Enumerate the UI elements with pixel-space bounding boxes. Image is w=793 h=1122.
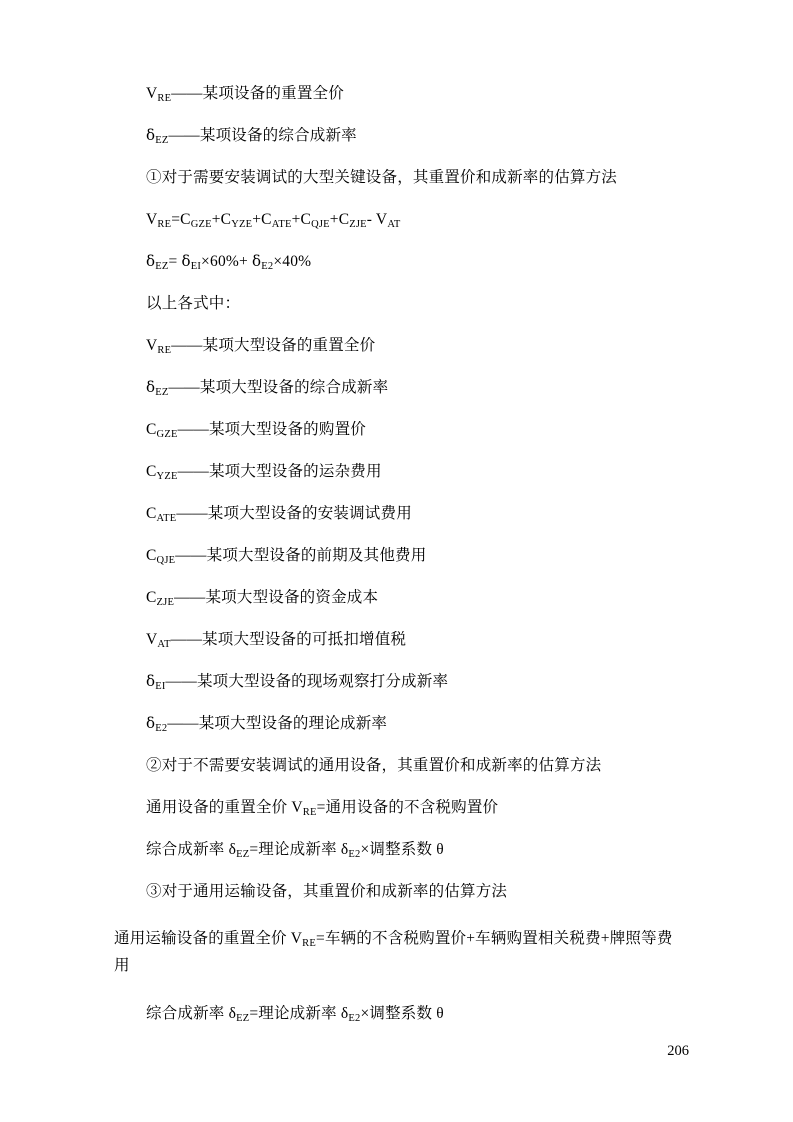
definition-line-delta-e2: [146, 716, 683, 732]
definition-text: ——某项大型设备的资金成本: [174, 589, 379, 606]
definition-text: ——某项大型设备的理论成新率: [167, 715, 388, 732]
subscript-ate: ATE: [156, 513, 177, 524]
symbol-c: C: [146, 589, 157, 606]
statement-prefix: 通用运输设备的重置全价 V: [114, 930, 303, 947]
formula-op-end: ×40%: [273, 253, 312, 270]
subscript-qje: QJE: [156, 555, 176, 566]
subscript-ate: ATE: [271, 219, 292, 230]
statement-transport-equipment-price: [114, 926, 683, 979]
formula-op-plus-c: +C: [329, 211, 350, 228]
subscript-ez: EZ: [155, 135, 169, 146]
definition-text: ——某项大型设备的重置全价: [171, 337, 376, 354]
subscript-ez: EZ: [236, 1012, 250, 1024]
symbol-c: C: [146, 505, 157, 522]
definition-line-cate: [146, 506, 683, 522]
statement-suffix: ×调整系数 θ: [360, 841, 444, 858]
definition-text: ——某项设备的综合成新率: [168, 127, 357, 144]
definition-text: ——某项设备的重置全价: [171, 85, 344, 102]
definition-text: ——某项大型设备的前期及其他费用: [175, 547, 427, 564]
subscript-re: RE: [157, 345, 172, 356]
statement-general-equipment-price: [146, 800, 683, 816]
paragraph-item-3: ③对于通用运输设备，其重置价和成新率的估算方法: [146, 883, 508, 900]
paragraph-item-1: ①对于需要安装调试的大型关键设备，其重置价和成新率的估算方法: [146, 169, 618, 186]
symbol-c: C: [146, 463, 157, 480]
definition-text: ——某项大型设备的现场观察打分成新率: [165, 673, 449, 690]
subscript-zje: ZJE: [156, 597, 175, 608]
subscript-e2: E2: [155, 723, 168, 734]
symbol-delta: δ: [146, 714, 156, 732]
subscript-ez: EZ: [155, 261, 169, 272]
statement-middle: =理论成新率 δ: [249, 841, 349, 858]
subscript-ei: EI: [190, 261, 202, 272]
formula-symbol-delta: δ: [181, 252, 191, 270]
subscript-re: RE: [157, 93, 172, 104]
symbol-c: C: [146, 547, 157, 564]
formula-op-mid: ×60%+: [201, 253, 253, 270]
subscript-e2: E2: [348, 849, 361, 860]
statement-suffix: =通用设备的不含税购置价: [316, 799, 499, 816]
formula-comprehensive-newness-rate: [146, 254, 683, 270]
paragraph-item-2: ②对于不需要安装调试的通用设备，其重置价和成新率的估算方法: [146, 757, 602, 774]
definition-line-delta-ei: [146, 674, 683, 690]
symbol-delta: δ: [146, 672, 156, 690]
subscript-e2: E2: [348, 1012, 361, 1024]
statement-prefix: 通用设备的重置全价 V: [146, 799, 303, 816]
subscript-qje: QJE: [311, 219, 330, 230]
statement-suffix: ×调整系数 θ: [360, 1004, 444, 1022]
formula-op-plus-c: +C: [291, 211, 312, 228]
subscript-at: AT: [157, 639, 171, 650]
definition-line-vre: [146, 86, 683, 102]
subscript-re: RE: [157, 219, 172, 230]
symbol-delta: δ: [146, 378, 156, 396]
subscript-gze: GZE: [190, 219, 212, 230]
formula-op-plus-c: +C: [252, 211, 272, 228]
definition-line-vat: [146, 632, 683, 648]
statement-middle: =理论成新率 δ: [249, 1004, 349, 1022]
definition-text: ——某项大型设备的安装调试费用: [176, 505, 412, 522]
definition-line-vre-large: [146, 338, 683, 354]
formula-replacement-price: [146, 212, 683, 228]
subscript-re: RE: [302, 807, 317, 818]
formula-op-eq: =: [168, 253, 182, 270]
formula-symbol-delta: δ: [146, 252, 156, 270]
definition-line-delta-ez-large: [146, 380, 683, 396]
definition-text: ——某项大型设备的运杂费用: [177, 463, 382, 480]
symbol-c: C: [146, 421, 157, 438]
definition-text: ——某项大型设备的购置价: [177, 421, 366, 438]
definition-text: ——某项大型设备的可抵扣增值税: [170, 631, 407, 648]
page-number: 206: [667, 1043, 689, 1059]
subscript-re: RE: [302, 938, 316, 949]
definition-line-czje: [146, 590, 683, 606]
definition-line-cqje: [146, 548, 683, 564]
subscript-yze: YZE: [231, 219, 253, 230]
symbol-delta: δ: [146, 126, 156, 144]
subscript-ei: EI: [155, 681, 166, 692]
subscript-at: AT: [387, 219, 401, 230]
definition-line-delta-ez: [146, 128, 683, 144]
statement-transport-newness-rate: [146, 1006, 683, 1022]
paragraph-where: 以上各式中：: [146, 295, 241, 312]
statement-prefix: 综合成新率 δ: [146, 1004, 237, 1022]
subscript-ez: EZ: [155, 387, 169, 398]
formula-op-minus-v: - V: [366, 211, 388, 228]
formula-symbol-delta: δ: [252, 252, 262, 270]
subscript-gze: GZE: [156, 429, 178, 440]
subscript-zje: ZJE: [349, 219, 367, 230]
symbol-v: V: [146, 337, 158, 354]
subscript-yze: YZE: [156, 471, 178, 482]
definition-line-cyze: [146, 464, 683, 480]
subscript-ez: EZ: [236, 849, 250, 860]
definition-text: ——某项大型设备的综合成新率: [168, 379, 389, 396]
formula-op-plus-c: +C: [211, 211, 232, 228]
statement-suffix: =车辆的不含税购置价+车辆购置相关税费+牌照等费用: [114, 930, 673, 974]
subscript-e2: E2: [261, 261, 274, 272]
statement-prefix: 综合成新率 δ: [146, 841, 237, 858]
statement-general-newness-rate: [146, 842, 683, 858]
formula-symbol-v: V: [146, 211, 158, 228]
formula-op-eq-c: =C: [171, 211, 191, 228]
symbol-v: V: [146, 85, 158, 102]
definition-line-cgze: [146, 422, 683, 438]
symbol-v: V: [146, 631, 158, 648]
